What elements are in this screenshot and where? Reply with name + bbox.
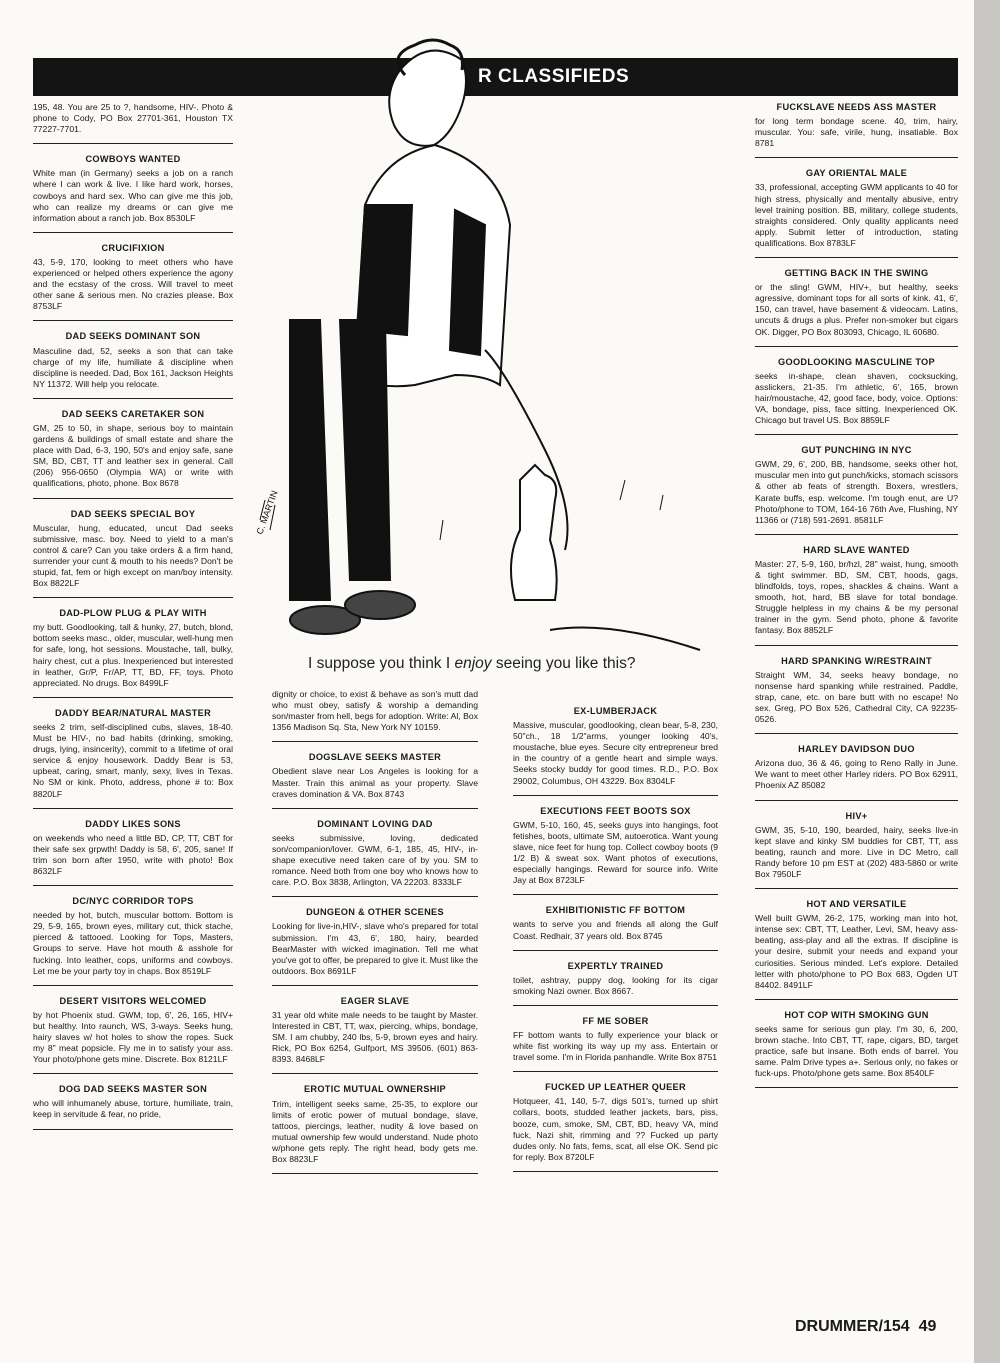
ad-heading: FUCKED UP LEATHER QUEER (545, 1082, 686, 1093)
classified-ad (272, 901, 478, 986)
classified-ad (755, 351, 958, 436)
classified-ad (513, 955, 718, 1006)
ad-heading: DAD SEEKS SPECIAL BOY (70, 508, 196, 519)
illustration (240, 30, 710, 660)
ad-heading: DAD SEEKS CARETAKER SON (61, 408, 205, 419)
classified-ad (755, 893, 958, 1000)
ad-heading: GOODLOOKING MASCULINE TOP (778, 356, 935, 367)
classified-ad (755, 96, 958, 158)
ad-heading: DC/NYC CORRIDOR TOPS (72, 896, 194, 907)
classified-ad (513, 700, 718, 796)
man-and-dog-drawing (240, 30, 710, 660)
classified-ad (33, 325, 233, 398)
ad-heading: DOG DAD SEEKS MASTER SON (58, 1084, 208, 1095)
page-footer (795, 1318, 936, 1336)
ad-heading: EXECUTIONS FEET BOOTS SOX (540, 805, 691, 816)
classified-ad (33, 503, 233, 599)
ad-heading: FUCKSLAVE NEEDS ASS MASTER (776, 102, 937, 112)
ad-body: seeks 2 trim, self-disciplined cubs, slaves, 18-40. Must be HIV-, no bad habits (drinking, smoking, drugs, lying, insincerity), commit to a lifetime of oral service & enjoy housework. Daddy Bear is 53, upbeat, caring, smart, manly, sexy, lives in Texas. No SM or kink. Photo, address, phone # to: Box 8820LF (33, 721, 233, 799)
column-3 (513, 700, 718, 1176)
classified-ad (755, 650, 958, 735)
ad-body: GWM, 29, 6', 200, BB, handsome, seeks other hot, muscular men into gut punch/kicks, stomach scissors & other ab feats of strength. Boxers, wrestlers, Karate buffs, esp. welcome. I'm tough enut, are U? Photo/phone to TOM, 164-16 76th Ave, Flushing, NY 11366 or (718) 591-2691. 8581LF (755, 459, 958, 525)
ad-heading: HIV+ (845, 810, 868, 821)
ad-heading: EXPERTLY TRAINED (567, 960, 664, 971)
classified-ad (33, 890, 233, 986)
ad-heading: GETTING BACK IN THE SWING (784, 268, 929, 279)
classified-ad (513, 800, 718, 896)
ad-body: by hot Phoenix stud. GWM, top, 6', 26, 165, HIV+ but healthy. Into raunch, WS, 3-ways. Seeks hung, hairy slaves w/ hot holes to show the ropes. Suck my 8" meat popsicle. Fly me in to satisfy your ass. Your photo/phone gets mine. Discrete. Box 8121LF (33, 1009, 233, 1065)
ad-body: 33, professional, accepting GWM applicants to 40 for high stress, physically and mentally abusive, entry level training position. BB, military, college students, straights considered. Only quality applicants need apply. Submit letter of introduction, stating qualifications. Box 8783LF (755, 182, 958, 248)
caption-text-end: seeing you like this? (491, 655, 636, 672)
ad-body: 31 year old white male needs to be taught by Master. Interested in CBT, TT, wax, piercing, whips, bondage, SM. I am chubby, 240 lbs, 5-9, brown eyes and hairy. Rick, PO Box 6254, Gulfport, MS 39506. (601) 863-8393. 8468LF (272, 1009, 478, 1065)
ad-body: GWM, 5-10, 160, 45, seeks guys into hangings, foot fetishes, boots, ultimate SM, autoerotica. Want young slave, nice feet for hung top. Collect cowboy boots (9 1/2 B) & sweat sox. Want photos of executions, especially hangings. Reward for source info. Write Jay at Box 8723LF (513, 819, 718, 886)
ad-heading: GAY ORIENTAL MALE (805, 168, 908, 179)
classified-ad (513, 899, 718, 950)
caption-text-start: I suppose you think I (308, 655, 455, 672)
page-number: 49 (918, 1318, 937, 1335)
ad-body: toilet, ashtray, puppy dog, looking for its cigar smoking Nazi owner. Box 8667. (513, 974, 718, 996)
ad-body: seeks in-shape, clean shaven, cocksucking, asslickers, 21-35. I'm athletic, 6', 165, brown hair/moustache, 42, good face, body, voice. Options: VA, bondage, piss, face sitting. Inexperienced OK. Chicago but travel US. Box 8859LF (755, 370, 958, 426)
classified-ad (755, 1004, 958, 1089)
classified-ad (755, 162, 958, 258)
classified-ad (33, 403, 233, 499)
ad-body: seeks submissive, loving, dedicated son/companion/lover. GWM, 6-1, 185, 45, HIV-, in-shape executive need taken care of by you. SM to romance. Need both from one boy who knows how to care. P.O. Box 3838, Arlington, VA 22203. 8333LF (272, 832, 478, 888)
classified-ad (33, 148, 233, 233)
classified-ad (33, 602, 233, 698)
section-title: R CLASSIFIEDS (472, 62, 635, 92)
classified-ad (755, 539, 958, 646)
ad-heading: HARD SLAVE WANTED (803, 544, 910, 555)
ad-body: or the sling! GWM, HIV+, but healthy, seeks agressive, dominant tops for all sorts of kink. 41, 6', 150, can travel, have basement & videocam. Latins, uncuts & drugs a plus. Prefer non-smoker but cigars OK. Digger, PO Box 803093, Chicago, IL 60680. (755, 282, 958, 337)
ad-body: dignity or choice, to exist & behave as son's mutt dad who must obey, satisfy & worship a demanding son/master from hell, begs for adoption. Write: Al, Box 1356 Madison Sq. Sta, New York NY 10159. (272, 689, 478, 733)
ad-body: on weekends who need a little BD, CP, TT, CBT for their safe sex grpwth! Daddy is 58, 6', 205, sane! If trim son born after 1950, write with photo! Box 8632LF (33, 832, 233, 876)
ad-heading: DADDY LIKES SONS (85, 818, 181, 829)
ad-heading: DAD-PLOW PLUG & PLAY WITH (59, 608, 207, 619)
classified-ad (33, 702, 233, 809)
ad-body: Masculine dad, 52, seeks a son that can take charge of my life, humiliate & discipline when discipline is needed. Dad, Box 161, Jackson Heights NY 11372. Will help you relocate. (33, 345, 233, 389)
ad-body: Massive, muscular, goodlooking, clean bear, 5-8, 230, 50"ch., 18 1/2"arms, younger looking 40's, moustache, blue eyes. Secure city entrepreneur bred in the country of a gentle heart and simple ways. Seeks stocky buddy for good times. R.D., P.O. Box 29002, Columbus, OH 43229. Box 8304LF (513, 720, 718, 786)
ad-heading: DAD SEEKS DOMINANT SON (65, 331, 201, 342)
ad-body: 43, 5-9, 170, looking to meet others who have experienced or helped others experience the agony and the ecstasy of the cross. Will travel to meet other sane & serious men. No crazies please. Box 8753LF (33, 256, 233, 312)
ad-heading: FF ME SOBER (582, 1015, 649, 1026)
classified-ad (33, 813, 233, 886)
ad-body: White man (in Germany) seeks a job on a ranch where I can work & live. I like hard work, horses, cowboys and hard sex. Who can give me this job, who can realize my dreams or can give me information about a ranch job. Box 8530LF (33, 168, 233, 223)
classified-ad (272, 1078, 478, 1174)
ad-body: Looking for live-in,HIV-, slave who's prepared for total submission. I'm 43, 6', 180, hairy, bearded BearMaster with wicked imagination. Tell me what you've got to offer, be prepared to give it. Must like the outdoors. Box 8691LF (272, 921, 478, 976)
classified-ad (33, 237, 233, 322)
ad-heading: EX-LUMBERJACK (573, 706, 658, 716)
classified-ad (755, 439, 958, 535)
ad-heading: HARD SPANKING W/RESTRAINT (781, 655, 932, 666)
ad-heading: HOT AND VERSATILE (806, 899, 907, 910)
ad-body: Obedient slave near Los Angeles is looking for a Master. Train this animal as your property. Slave craves domination & VA. Box 8743 (272, 766, 478, 799)
ad-body: Trim, intelligent seeks same, 25-35, to explore our limits of erotic power of mutual bondage, slave, tattoos, piercings, leather, nudity & love based on mutual ownership few would understand. Nude photo w/phone gets reply. The right head, body gets me. Box 8823LF (272, 1098, 478, 1164)
classified-ad (513, 1010, 718, 1072)
artist-signature: C. MARTIN (254, 489, 280, 536)
ad-heading: CRUCIFIXION (101, 242, 165, 253)
ad-heading: DUNGEON & OTHER SCENES (306, 907, 444, 918)
ad-body: Well built GWM, 26-2, 175, working man into hot, intense sex: CBT, TT, Leather, Levi, SM, heavy ass-beating, ass-play and all the extras. If discipline is your desire, submit your needs and expand your curiosities. Serious minded. Let's explore. Detailed letter with photo/phone to PO Box 683, Ogden UT 84402. 8491LF (755, 913, 958, 990)
classified-ad (33, 96, 233, 144)
classified-ad (33, 1078, 233, 1129)
ad-heading: DOGSLAVE SEEKS MASTER (308, 752, 442, 763)
ad-heading: HARLEY DAVIDSON DUO (798, 744, 915, 755)
ad-heading: EXHIBITIONISTIC FF BOTTOM (545, 905, 686, 916)
column-1 (33, 96, 233, 1134)
ad-body: Muscular, hung, educated, uncut Dad seeks submissive, masc. boy. Need to yield to a man's control & care? Can you take orders & a firm hand, surrender your cunt & mouth to his needs? Don't be stupid, fat, fem or high except on man/boy intensity. Box 8822LF (33, 522, 233, 589)
ad-body: GWM, 35, 5-10, 190, bearded, hairy, seeks live-in kept slave and kinky SM buddies for CBT, TT, ass beating, raunch and more. Live in DC Metro, call Randy before 10 pm EST at (202) 483-5860 or write Box 7950LF (755, 824, 958, 879)
ad-body: my butt. Goodlooking, tall & hunky, 27, butch, blond, bottom seeks masc., older, muscular, well-hung men for safe, long, hot sessions. Moustache, tall, bulky, hairy chest, cut a plus. Inexperienced but interested in leather, Gr/P, Fr/AP, TT, BD, FF, toys. Photo appreciated. No drugs. Box 8499LF (33, 622, 233, 688)
ad-body: GM, 25 to 50, in shape, serious boy to maintain gardens & buildings of small estate and share the place with Dad, 6-3, 190, 50's and enjoy safe, sane SM, BD, CBT, TT and leather sex in general. Call (206) 956-0650 (Olympia WA) or write with qualifications, photo, phone. Box 8678 (33, 422, 233, 489)
ad-body: who will inhumanely abuse, torture, humiliate, train, keep in servitude & fear, no pride, (33, 1098, 233, 1120)
classified-ad (272, 990, 478, 1075)
classified-ad (513, 1076, 718, 1172)
ad-body: Master: 27, 5-9, 160, br/hzl, 28" waist, hung, smooth & tight swimmer. BD, SM, CBT, hoods, gags, blindfolds, toys, ropes, shackles & chains. Want a smooth, hot, hard, BB slave for total bondage. Struggle helpless in my chains & be my personal trainer in the gym. Send photo, phone & favorite fantasy. Box 8852LF (755, 558, 958, 636)
classified-ad (272, 746, 478, 808)
ad-body: Hotqueer, 41, 140, 5-7, digs 501's, turned up shirt collars, boots, studded leather jackets, bars, piss, booze, cum, smoke, SM, CBT, BD, heavy VA, mind fuck, Nazi shit, rimming and ?? Fucked up party dudes only. No fats, fems, scat, all else OK. Send pic for reply. Box 8720LF (513, 1096, 718, 1162)
ad-heading: HOT COP WITH SMOKING GUN (784, 1009, 929, 1020)
ad-heading: DADDY BEAR/NATURAL MASTER (54, 707, 212, 718)
ad-body: Straight WM, 34, seeks heavy bondage, no nonsense hard spanking while restrained. Paddle, strap, cane, etc. on bare butt with no escape! No sex. Greg, PO Box 526, Cathedral City, CA 92235-0526. (755, 669, 958, 725)
classified-ad (272, 683, 478, 742)
classified-ad (33, 990, 233, 1075)
ad-heading: EAGER SLAVE (340, 995, 410, 1006)
ad-body: wants to serve you and friends all along the Gulf Coast. Redhair, 37 years old. Box 8745 (513, 919, 718, 941)
classified-ad (755, 738, 958, 800)
ad-body: seeks same for serious gun play. I'm 30, 6, 200, brown stache. Into CBT, TT, rape, cigars, BD, target practice, safe but insane. Both ends of barrel. You same. Palm Drive types a+. Serious only, no fakes or fuck-ups. Photo/phone gets same. Box 8540LF (755, 1023, 958, 1079)
publication-issue: DRUMMER/154 (795, 1318, 910, 1335)
ad-heading: DOMINANT LOVING DAD (317, 818, 433, 829)
ad-body: FF bottom wants to fully experience your black or white fist working its way up my ass. Entertain or travel some. I'm in Florida panhandle. Write Box 8751 (513, 1029, 718, 1063)
classified-ad (755, 805, 958, 890)
ad-heading: EROTIC MUTUAL OWNERSHIP (304, 1084, 446, 1095)
page-edge (974, 0, 1000, 1363)
ad-body: needed by hot, butch, muscular bottom. Bottom is 29, 5-9, 165, brown eyes, military cut, thick stache, pierced & tattooed. Looking for Tops, Masters, Groups to serve. Have hot mouth & asshole for fucking. Into leather, cops, uniforms and cowboys. Let me be your party toy in chaps. Box 8519LF (33, 910, 233, 976)
ad-heading: DESERT VISITORS WELCOMED (59, 995, 207, 1006)
ad-body: Arizona duo, 36 & 46, going to Reno Rally in June. We want to meet other Harley riders. PO Box 62911, Phoenix AZ 85082 (755, 758, 958, 791)
classified-ad (755, 262, 958, 347)
classified-ad (272, 813, 478, 898)
ad-heading: COWBOYS WANTED (85, 154, 181, 165)
column-4 (755, 96, 958, 1092)
ad-body: 195, 48. You are 25 to ?, handsome, HIV-. Photo & phone to Cody, PO Box 27701-361, Houston TX 77227-7701. (33, 102, 233, 135)
column-2 (272, 683, 478, 1178)
ad-body: for long term bondage scene. 40, trim, hairy, muscular. You: safe, virile, hung, insatiable. Box 8781 (755, 116, 958, 149)
caption-emphasis: enjoy (454, 655, 492, 672)
ad-heading: GUT PUNCHING IN NYC (801, 445, 912, 456)
